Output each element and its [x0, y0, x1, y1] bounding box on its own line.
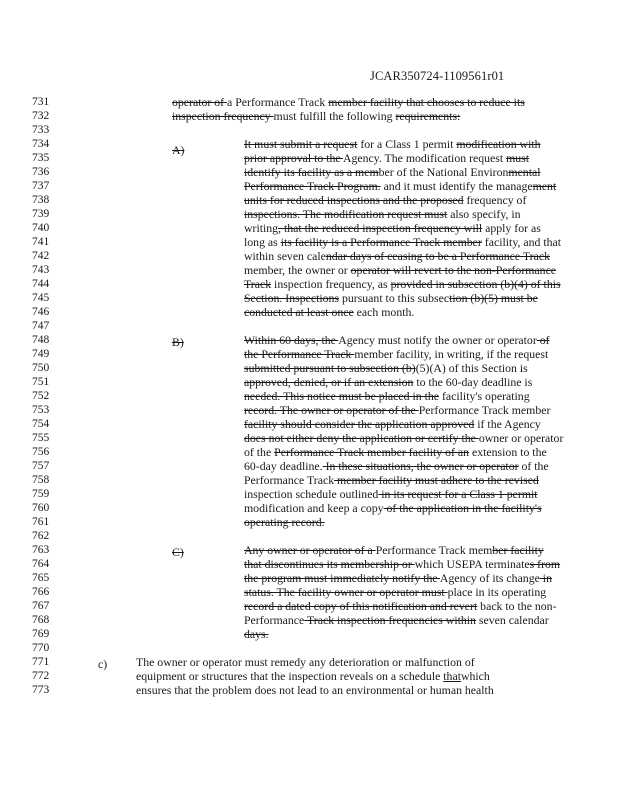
paragraph-label-B: B)	[172, 335, 184, 349]
line-number: 736	[32, 166, 50, 178]
line-number: 770	[32, 642, 50, 654]
text-segment: back to the non-	[477, 599, 557, 613]
text-line	[244, 263, 556, 277]
deleted-text: in its request for a Class 1 permit	[378, 487, 538, 501]
line-number: 739	[32, 208, 50, 220]
text-line	[244, 557, 560, 571]
deleted-text: operator will revert to the non-Performance	[350, 263, 557, 277]
text-segment: also specify, in	[447, 207, 521, 221]
text-segment: a Performance Track	[227, 95, 329, 109]
line-number: 759	[32, 488, 50, 500]
line-number: 747	[32, 320, 50, 332]
text-line	[244, 445, 547, 459]
deleted-text: In these situations, the owner or operator	[322, 459, 519, 473]
deleted-text: tion (b)(5) must be	[449, 291, 538, 305]
deleted-text: inspection frequency	[172, 109, 274, 123]
line-number: 733	[32, 124, 50, 136]
line-number: 740	[32, 222, 50, 234]
deleted-text: inspections. The modification request must	[244, 207, 448, 221]
text-line	[244, 627, 269, 641]
text-line	[136, 655, 475, 669]
deleted-text: s from	[529, 557, 561, 571]
deleted-text: of the application in the facility's	[383, 501, 542, 515]
text-segment: ensures that the problem does not lead to an environmental or human health	[136, 683, 494, 697]
line-number: 753	[32, 404, 50, 416]
line-number: 738	[32, 194, 50, 206]
text-line	[244, 193, 526, 207]
deleted-text: Performance Track member facility of an	[274, 445, 470, 459]
deleted-text: ber facility	[492, 543, 544, 557]
line-number: 767	[32, 600, 50, 612]
deleted-text: the Performance Track	[244, 347, 355, 361]
text-segment: Agency. The modification request	[342, 151, 507, 165]
text-segment: member facility, in writing, if the request	[354, 347, 549, 361]
line-number: 743	[32, 264, 50, 276]
paragraph-label-A: A)	[172, 143, 185, 157]
line-number: 764	[32, 558, 50, 570]
deleted-text: record a dated copy of this notification and revert	[244, 599, 478, 613]
text-segment: seven calendar	[475, 613, 549, 627]
text-line	[244, 137, 541, 151]
deleted-text: mental	[508, 165, 541, 179]
line-number: 745	[32, 292, 50, 304]
line-number: 761	[32, 516, 50, 528]
text-segment: Agency must notify the owner or operator	[338, 333, 537, 347]
text-line	[244, 333, 550, 347]
deleted-text: that discontinues its membership or	[244, 557, 415, 571]
line-number: 731	[32, 96, 50, 108]
line-number: 772	[32, 670, 50, 682]
document-id-header: JCAR350724-1109561r01	[370, 69, 505, 83]
text-line	[244, 277, 561, 291]
deleted-text: record. The owner or operator of the	[244, 403, 419, 417]
text-line	[244, 165, 541, 179]
text-segment: member, the owner or	[244, 263, 351, 277]
deleted-text: member facility must adhere to the revised	[334, 473, 539, 487]
text-segment: Performance Track mem	[375, 543, 493, 557]
text-line	[244, 599, 557, 613]
text-segment: of the	[518, 459, 549, 473]
text-segment: (5)(A) of this Section is	[415, 361, 528, 375]
text-segment: if the Agency	[474, 417, 541, 431]
line-number: 758	[32, 474, 50, 486]
deleted-text: of	[536, 333, 550, 347]
deleted-text: It must submit a request	[244, 137, 358, 151]
line-number: 762	[32, 530, 50, 542]
text-line	[244, 403, 550, 417]
text-segment: The owner or operator must remedy any deterioration or malfunction of	[136, 655, 475, 669]
text-line	[244, 207, 521, 221]
deleted-text: submitted pursuant to subsection (b)	[244, 361, 416, 375]
text-segment: long as	[244, 235, 281, 249]
text-line	[244, 585, 546, 599]
text-line	[244, 249, 550, 263]
text-line	[244, 235, 561, 249]
line-number: 737	[32, 180, 50, 192]
deleted-text: , that the reduced inspection frequency will	[278, 221, 483, 235]
deleted-text: facility should consider the application approved	[244, 417, 475, 431]
line-number: 751	[32, 376, 50, 388]
line-number: 755	[32, 432, 50, 444]
line-number: 744	[32, 278, 50, 290]
text-segment: facility's operating	[439, 389, 530, 403]
text-segment: extension to the	[469, 445, 547, 459]
deleted-text: in	[539, 571, 552, 585]
text-segment: Performance Track	[244, 473, 335, 487]
deleted-text: the program must immediately notify the	[244, 571, 440, 585]
deleted-text: Track	[244, 277, 272, 291]
paragraph-label-C: C)	[172, 545, 184, 559]
text-segment: writing	[244, 221, 279, 235]
deleted-text: Section. Inspections	[244, 291, 340, 305]
text-line	[244, 431, 563, 445]
deleted-text: member facility that chooses to reduce its	[328, 95, 525, 109]
text-line	[244, 375, 532, 389]
line-number: 763	[32, 544, 50, 556]
text-segment: owner or operator	[478, 431, 564, 445]
deleted-text: requirements:	[395, 109, 461, 123]
deleted-text: modification with	[456, 137, 541, 151]
text-line	[244, 361, 528, 375]
text-line	[136, 683, 494, 697]
line-number: 766	[32, 586, 50, 598]
deleted-text: identify its facility as a mem	[244, 165, 379, 179]
text-line	[136, 669, 490, 683]
line-number: 742	[32, 250, 50, 262]
deleted-text: units for reduced inspections and the proposed	[244, 193, 464, 207]
text-segment: for a Class 1 permit	[357, 137, 457, 151]
text-line	[244, 515, 325, 529]
text-segment: 60-day deadline.	[244, 459, 323, 473]
text-line	[244, 305, 414, 319]
text-segment: within seven cale	[244, 249, 326, 263]
text-line	[172, 95, 525, 109]
text-segment: equipment or structures that the inspection reveals on a schedule	[136, 669, 444, 683]
text-segment: and it must identify the manage	[380, 179, 533, 193]
line-number: 769	[32, 628, 50, 640]
text-line	[244, 501, 542, 515]
text-segment: frequency of	[463, 193, 527, 207]
text-line	[244, 291, 538, 305]
text-line	[244, 417, 541, 431]
text-segment: each month.	[353, 305, 415, 319]
deleted-text: needed. This notice must be placed in the	[244, 389, 440, 403]
text-segment: pursuant to this subsec	[339, 291, 450, 305]
deleted-text: conducted at least once	[244, 305, 354, 319]
line-number: 748	[32, 334, 50, 346]
line-number: 752	[32, 390, 50, 402]
line-number: 773	[32, 684, 50, 696]
deleted-text: must	[506, 151, 530, 165]
text-segment: ber of the National Environ	[378, 165, 509, 179]
deleted-text: provided in subsection (b)(4) of this	[390, 277, 561, 291]
line-number: 734	[32, 138, 50, 150]
line-number: 749	[32, 348, 50, 360]
line-number: 757	[32, 460, 50, 472]
text-line	[244, 179, 556, 193]
deleted-text: operator of	[172, 95, 228, 109]
text-segment: Performance	[244, 613, 305, 627]
text-segment: apply for as	[482, 221, 541, 235]
text-segment: facility, and that	[481, 235, 562, 249]
text-segment: place in its operating	[447, 585, 547, 599]
line-number: 732	[32, 110, 50, 122]
line-number: 750	[32, 362, 50, 374]
text-line	[244, 221, 541, 235]
text-line	[244, 613, 549, 627]
text-segment: inspection frequency, as	[271, 277, 391, 291]
text-segment: Performance Track member	[418, 403, 551, 417]
text-segment: which	[460, 669, 490, 683]
text-line	[244, 543, 544, 557]
deleted-text: approved, denied, or if an extension	[244, 375, 414, 389]
text-line	[244, 459, 549, 473]
line-number: 765	[32, 572, 50, 584]
deleted-text: ment	[532, 179, 557, 193]
text-line	[244, 473, 539, 487]
text-line	[244, 347, 548, 361]
text-line	[244, 151, 529, 165]
line-number: 771	[32, 656, 50, 668]
text-segment: of the	[244, 445, 275, 459]
deleted-text: Track inspection frequencies within	[304, 613, 476, 627]
text-segment: modification and keep a copy	[244, 501, 384, 515]
text-segment: Agency of its change	[439, 571, 540, 585]
deleted-text: Performance Track Program.	[244, 179, 381, 193]
line-number: 741	[32, 236, 50, 248]
line-number: 760	[32, 502, 50, 514]
deleted-text: does not either deny the application or certify the	[244, 431, 479, 445]
deleted-text: its facility is a Performance Track member	[280, 235, 482, 249]
inserted-text: that	[443, 669, 461, 683]
text-line	[244, 571, 552, 585]
text-segment: which USEPA terminate	[414, 557, 530, 571]
text-line	[244, 487, 538, 501]
deleted-text: Any owner or operator of a	[244, 543, 376, 557]
deleted-text: status. The facility owner or operator must	[244, 585, 448, 599]
text-segment: must fulfill the following	[273, 109, 396, 123]
deleted-text: ndar days of ceasing to be a Performance Track	[325, 249, 550, 263]
deleted-text: Within 60 days, the	[244, 333, 339, 347]
text-line	[244, 389, 530, 403]
deleted-text: prior approval to the	[244, 151, 343, 165]
text-segment: inspection schedule outlined	[244, 487, 379, 501]
deleted-text: operating record.	[244, 515, 325, 529]
line-number: 754	[32, 418, 50, 430]
line-number: 768	[32, 614, 50, 626]
text-line	[172, 109, 460, 123]
line-number: 746	[32, 306, 50, 318]
text-segment: to the 60-day deadline is	[413, 375, 533, 389]
line-number: 735	[32, 152, 50, 164]
deleted-text: days.	[244, 627, 269, 641]
paragraph-label-c: c)	[98, 657, 108, 671]
line-number: 756	[32, 446, 50, 458]
